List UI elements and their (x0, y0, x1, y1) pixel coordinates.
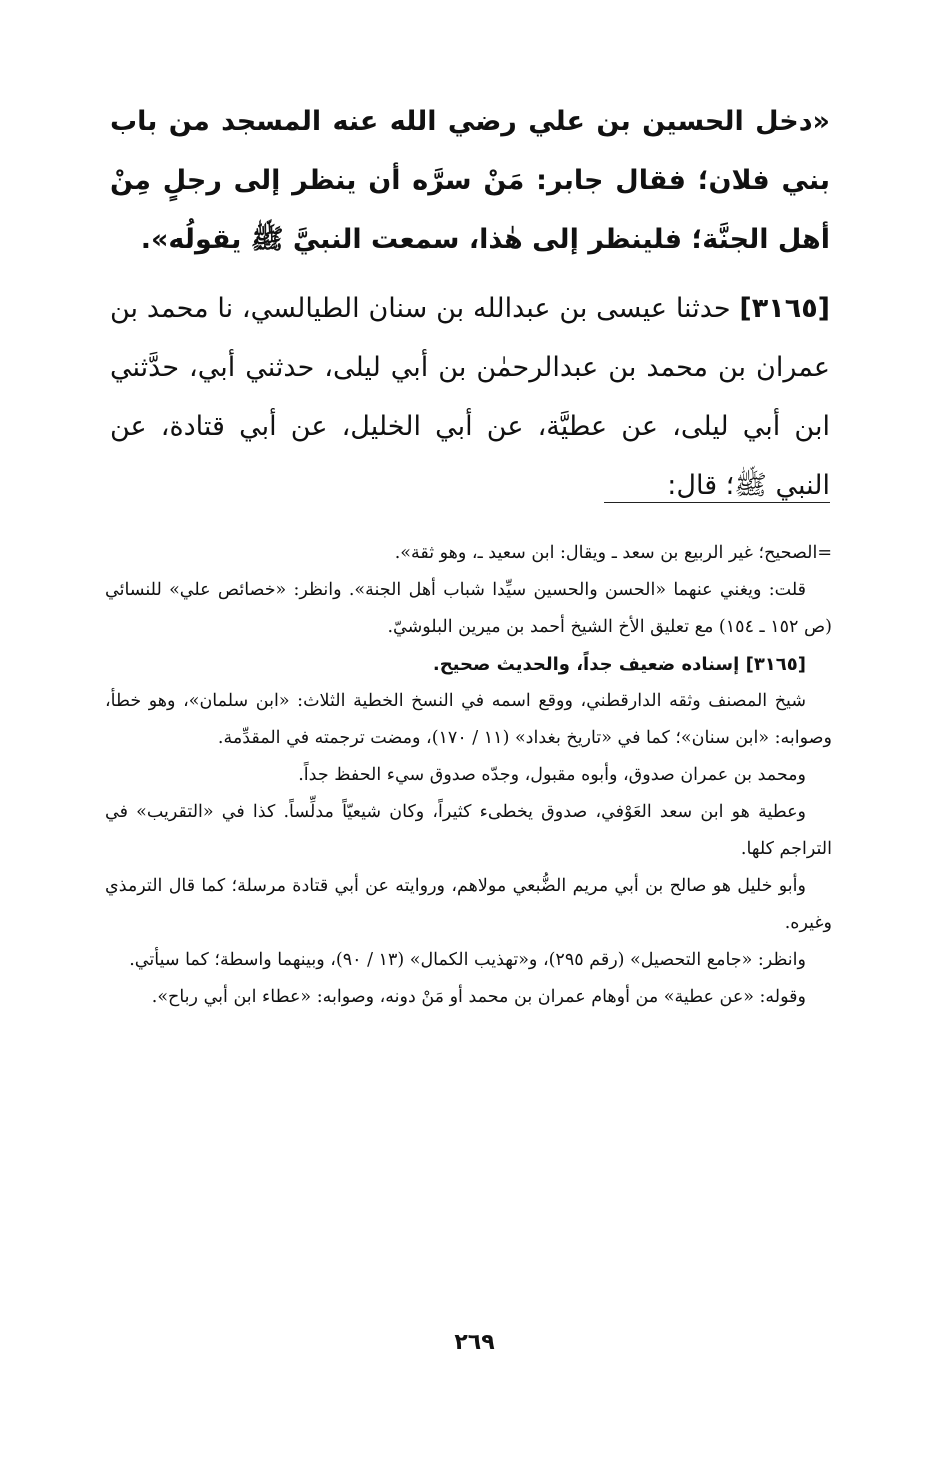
footnote-paragraph: وقوله: «عن عطية» من أوهام عمران بن محمد أو مَنْ دونه، وصوابه: «عطاء ابن أبي رباح». (151, 987, 806, 1007)
footnotes (105, 535, 832, 1016)
footnote-paragraph: قلت: ويغني عنهما «الحسن والحسين سيِّدا شباب أهل الجنة». وانظر: «خصائص علي» للنسائي (ص ١٥٢ ـ ١٥٤) مع تعليق الأخ الشيخ أحمد بن ميرين البلوشيّ. (105, 580, 832, 637)
footnote-paragraph: شيخ المصنف وثقه الدارقطني، ووقع اسمه في النسخ الخطية الثلاث: «ابن سلمان»، وهو خطأ، وصوابه: «ابن سنان»؛ كما في «تاريخ بغداد» (١١ / ١٧٠)، ومضت ترجمته في المقدِّمة. (105, 691, 832, 748)
main-text (110, 92, 830, 515)
footnote-heading: [٣١٦٥] إسناده ضعيف جداً، والحديث صحيح. (432, 654, 806, 675)
footnote-separator (604, 502, 830, 503)
hadith-chain-paragraph (110, 279, 830, 515)
footnote-paragraph: وانظر: «جامع التحصيل» (رقم ٢٩٥)، و«تهذيب الكمال» (١٣ / ٩٠)، وبينهما واسطة؛ كما سيأتي. (129, 950, 806, 970)
hadith-number: [٣١٦٥] (739, 293, 831, 324)
footnote-continuation: =الصحيح؛ غير الربيع بن سعد ـ ويقال: ابن سعيد ـ، وهو ثقة». (394, 543, 832, 563)
footnote-paragraph: وأبو خليل هو صالح بن أبي مريم الضُّبعي مولاهم، وروايته عن أبي قتادة مرسلة؛ كما قال الترمذي وغيره. (105, 876, 832, 933)
footnote-paragraph: وعطية هو ابن سعد العَوْفي، صدوق يخطىء كثيراً، وكان شيعيّاً مدلِّساً. كذا في «التقريب» في التراجم كلها. (105, 802, 832, 859)
footnote-paragraph: ومحمد بن عمران صدوق، وأبوه مقبول، وجدّه صدوق سيء الحفظ جداً. (298, 765, 806, 785)
page-number: ٢٦٩ (454, 1330, 495, 1355)
hadith-text-paragraph: «دخل الحسين بن علي رضي الله عنه المسجد من باب بني فلان؛ فقال جابر: مَنْ سرَّه أن ينظر إلى رجلٍ مِنْ أهل الجنَّة؛ فلينظر إلى هٰذا، سمعت النبيَّ ﷺ يقولُه». (110, 106, 830, 255)
hadith-chain-text: حدثنا عيسى بن عبدالله بن سنان الطيالسي، نا محمد بن عمران بن محمد بن عبدالرحمٰن بن أبي ليلى، حدثني أبي، حدَّثني ابن أبي ليلى، عن عطيَّة، عن أبي الخليل، عن أبي قتادة، عن النبي ﷺ؛ قال: (110, 293, 830, 501)
